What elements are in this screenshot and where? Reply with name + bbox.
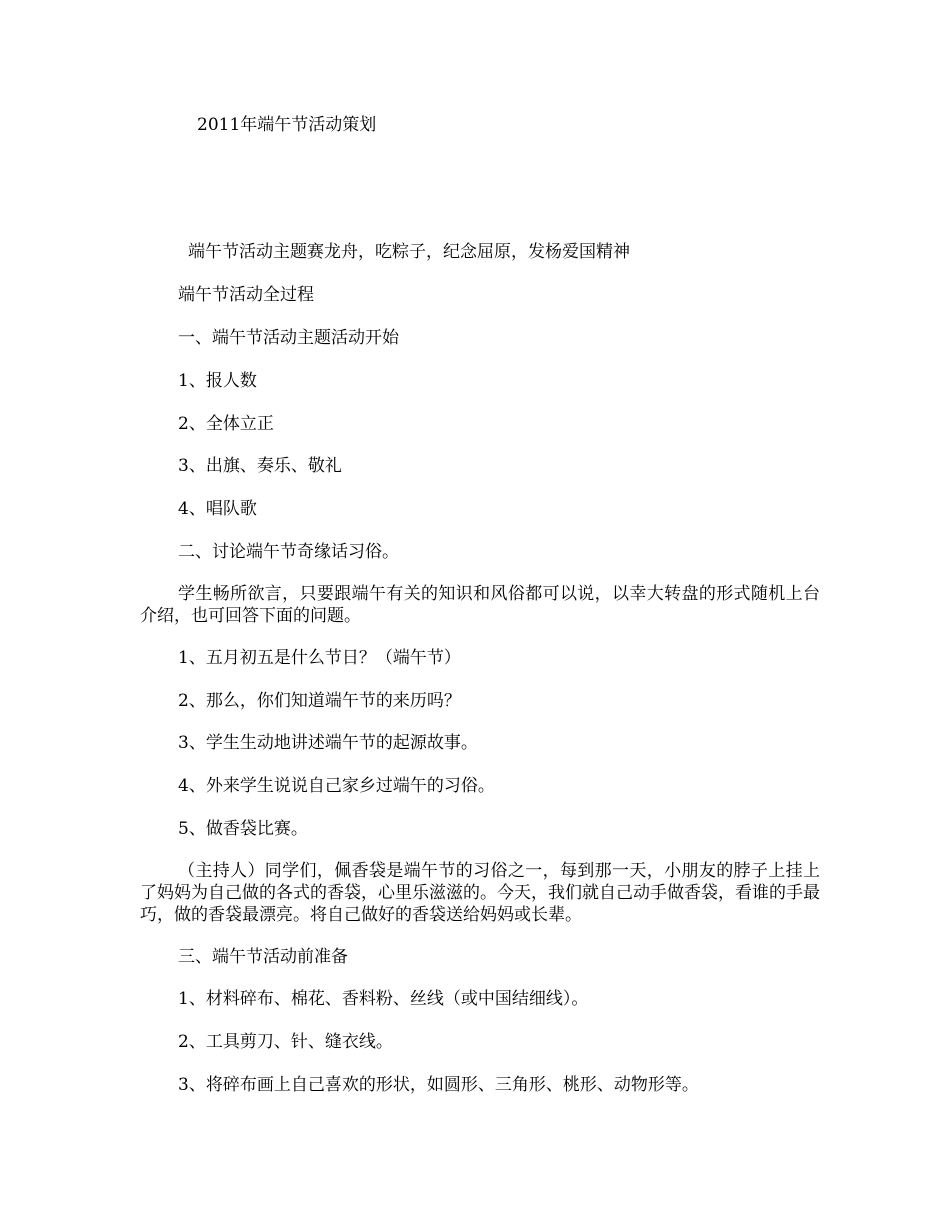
list-item: 4、唱队歌	[178, 499, 257, 519]
list-item: 1、报人数	[178, 371, 257, 391]
list-item: 3、将碎布画上自己喜欢的形状，如圆形、三角形、桃形、动物形等。	[178, 1075, 699, 1095]
list-item: 4、外来学生说说自己家乡过端午的习俗。	[178, 776, 495, 796]
list-item: 2、那么，你们知道端午节的来历吗？	[178, 691, 461, 711]
section-2-intro-paragraph: 学生畅所欲言，只要跟端午有关的知识和风俗都可以说，以幸大转盘的形式随机上台介绍，也可回答下面的问题。	[140, 584, 820, 626]
list-item: 2、全体立正	[178, 414, 274, 434]
section-2-heading: 二、讨论端午节奇缘话习俗。	[178, 542, 399, 562]
list-item: 2、工具剪刀、针、缝衣线。	[178, 1032, 393, 1052]
process-heading: 端午节活动全过程	[178, 285, 314, 305]
activity-theme: 端午节活动主题赛龙舟，吃粽子，纪念屈原，发杨爱国精神	[188, 242, 630, 262]
list-item: 5、做香袋比赛。	[178, 819, 308, 839]
section-1-heading: 一、端午节活动主题活动开始	[178, 328, 399, 348]
section-3-heading: 三、端午节活动前准备	[178, 947, 348, 967]
document-title: 2011年端午节活动策划	[197, 115, 377, 135]
list-item: 1、材料碎布、棉花、香料粉、丝线（或中国结细线）。	[178, 989, 589, 1009]
list-item: 1、五月初五是什么节日？（端午节）	[178, 648, 461, 668]
host-paragraph: （主持人）同学们，佩香袋是端午节的习俗之一，每到那一天，小朋友的脖子上挂上了妈妈为自己做的各式的香袋，心里乐滋滋的。今天，我们就自己动手做香袋，看谁的手最巧，做的香袋最漂亮。将自己做好的香袋送给妈妈或长辈。	[140, 861, 820, 925]
list-item: 3、出旗、奏乐、敬礼	[178, 456, 342, 476]
list-item: 3、学生生动地讲述端午节的起源故事。	[178, 733, 478, 753]
